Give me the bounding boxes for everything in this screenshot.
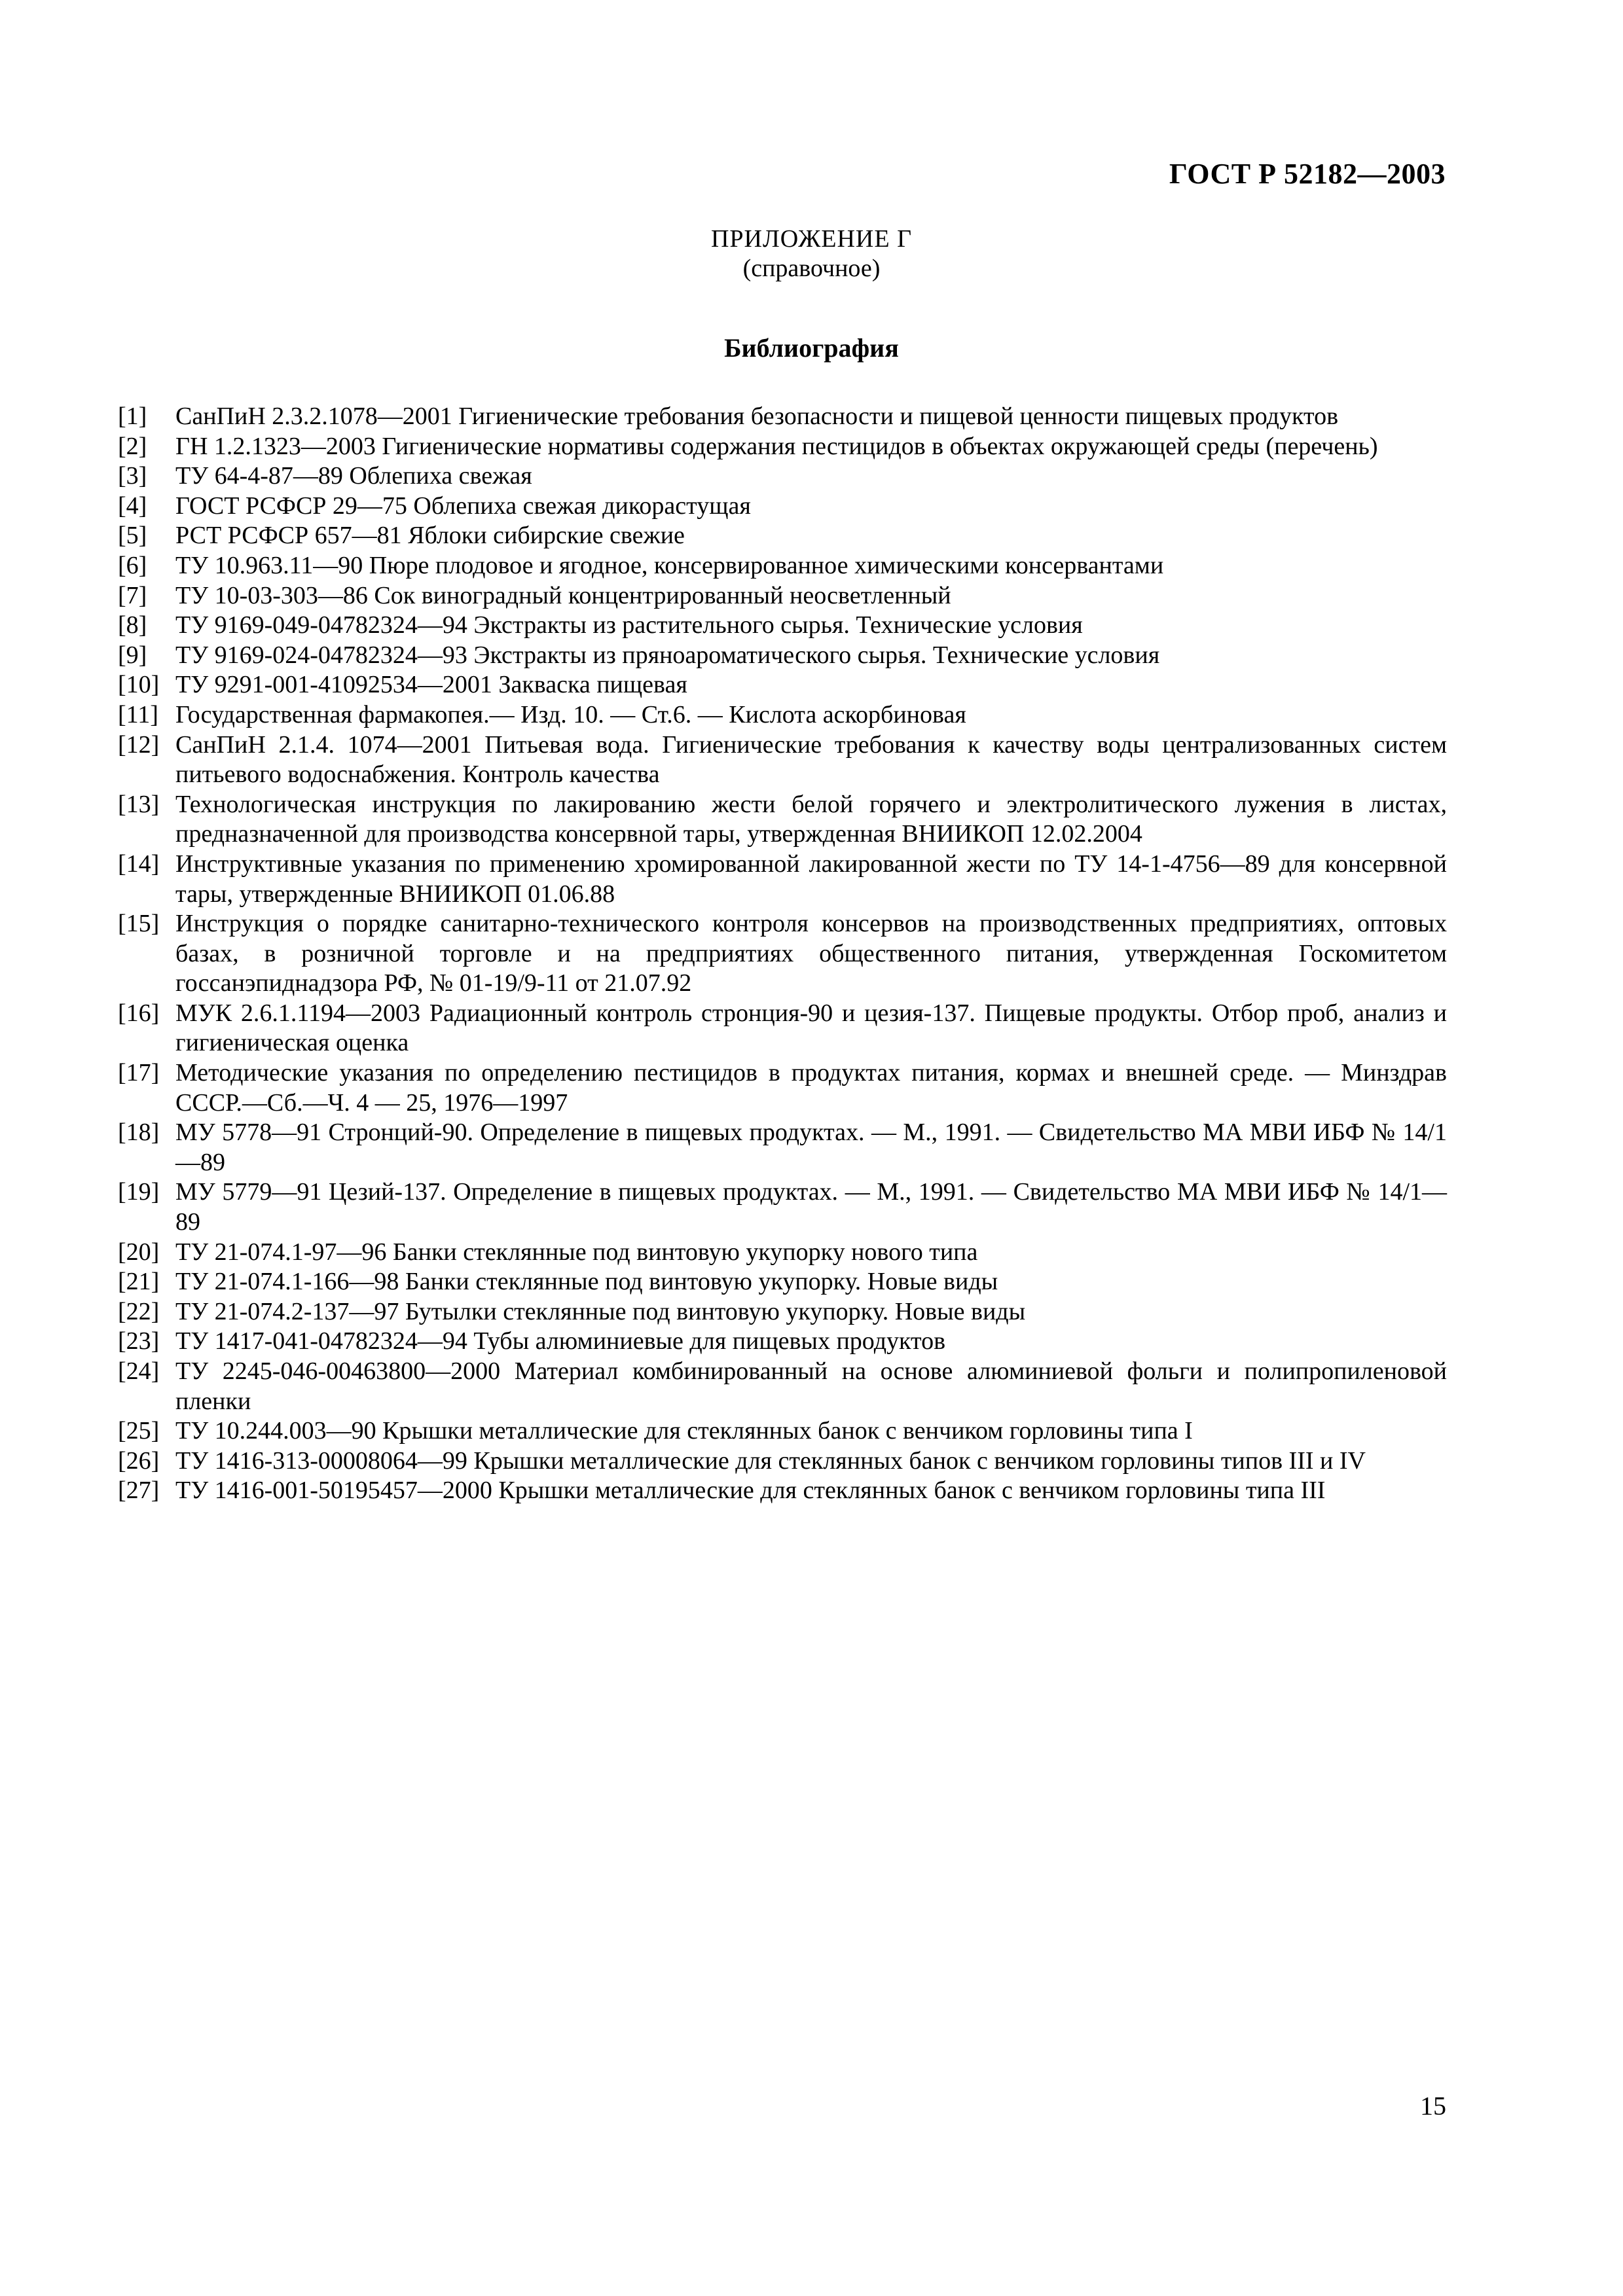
bibliography-item-number: [6] (118, 551, 147, 579)
bibliography-item-text: Технологическая инструкция по лакированию жести белой горячего и электролитического лужения в листах, предназначенной для производства консервной тары, утвержденная ВНИИКОП 12.02.2004 (175, 790, 1447, 848)
bibliography-item-text: ТУ 21-074.2-137—97 Бутылки стеклянные под винтовую укупорку. Новые виды (175, 1297, 1026, 1325)
bibliography-item-text: СанПиН 2.1.4. 1074—2001 Питьевая вода. Гигиенические требования к качеству воды централизованных систем питьевого водоснабжения. Контроль качества (175, 730, 1447, 789)
bibliography-item-text: ТУ 64-4-87—89 Облепиха свежая (175, 462, 532, 490)
bibliography-item-number: [21] (118, 1268, 160, 1296)
bibliography-item-text: Инструктивные указания по применению хромированной лакированной жести по ТУ 14-1-4756—89 для консервной тары, утвержденные ВНИИКОП 01.06.88 (175, 850, 1447, 908)
bibliography-item-text: МУК 2.6.1.1194—2003 Радиационный контроль стронция-90 и цезия-137. Пищевые продукты. Отбор проб, анализ и гигиеническая оценка (175, 999, 1447, 1057)
bibliography-item-text: ТУ 9291-001-41092534—2001 Закваска пищевая (175, 671, 687, 699)
bibliography-item-number: [14] (118, 850, 160, 878)
bibliography-item-text: МУ 5778—91 Стронций-90. Определение в пищевых продуктах. — М., 1991. — Свидетельство МА МВИ ИБФ № 14/1—89 (175, 1119, 1447, 1176)
bibliography-item-number: [24] (118, 1357, 160, 1385)
bibliography-item-text: ТУ 1417-041-04782324—94 Тубы алюминиевые для пищевых продуктов (175, 1327, 946, 1355)
bibliography-item-number: [2] (118, 432, 147, 460)
bibliography-item (118, 1238, 1447, 1268)
bibliography-list (118, 402, 1447, 1506)
bibliography-item (118, 1327, 1447, 1357)
bibliography-item-text: ТУ 9169-024-04782324—93 Экстракты из пряноароматического сырья. Технические условия (175, 641, 1160, 669)
bibliography-item-text: ТУ 10.244.003—90 Крышки металлические для стеклянных банок с венчиком горловины типа I (175, 1417, 1193, 1445)
bibliography-item (118, 641, 1447, 671)
bibliography-item-number: [5] (118, 522, 147, 550)
bibliography-item-number: [12] (118, 730, 160, 759)
bibliography-item (118, 581, 1447, 611)
bibliography-item-number: [8] (118, 611, 147, 639)
bibliography-item-number: [17] (118, 1059, 160, 1087)
bibliography-item-text: ТУ 9169-049-04782324—94 Экстракты из растительного сырья. Технические условия (175, 611, 1083, 639)
bibliography-item (118, 999, 1447, 1058)
bibliography-item (118, 670, 1447, 700)
bibliography-item-text: РСТ РСФСР 657—81 Яблоки сибирские свежие (175, 522, 685, 550)
bibliography-item-number: [15] (118, 910, 160, 938)
bibliography-item-text: СанПиН 2.3.2.1078—2001 Гигиенические требования безопасности и пищевой ценности пищевых продуктов (175, 403, 1339, 430)
bibliography-item (118, 1177, 1447, 1237)
document-code: ГОСТ Р 52182—2003 (1169, 158, 1446, 190)
bibliography-item-text: Государственная фармакопея.— Изд. 10. — Ст.6. — Кислота аскорбиновая (175, 700, 966, 728)
bibliography-item-text: ТУ 2245-046-00463800—2000 Материал комбинированный на основе алюминиевой фольги и полипропиленовой пленки (175, 1357, 1447, 1415)
bibliography-item-number: [25] (118, 1417, 160, 1445)
bibliography-item (118, 1297, 1447, 1327)
bibliography-item-number: [16] (118, 999, 160, 1027)
bibliography-item (118, 1476, 1447, 1506)
bibliography-item (118, 730, 1447, 790)
bibliography-item-number: [26] (118, 1446, 160, 1475)
bibliography-item-text: ТУ 21-074.1-166—98 Банки стеклянные под винтовую укупорку. Новые виды (175, 1268, 998, 1296)
bibliography-item (118, 551, 1447, 581)
bibliography-item (118, 850, 1447, 909)
bibliography-item-number: [13] (118, 790, 160, 818)
bibliography-item-text: ТУ 1416-313-00008064—99 Крышки металлические для стеклянных банок с венчиком горловины типов III и IV (175, 1446, 1366, 1475)
annex-subtitle: (справочное) (742, 255, 881, 282)
annex-heading (0, 224, 1623, 283)
bibliography-item-number: [4] (118, 492, 147, 520)
bibliography-item-text: ТУ 21-074.1-97—96 Банки стеклянные под винтовую укупорку нового типа (175, 1238, 978, 1266)
bibliography-item-number: [3] (118, 462, 147, 490)
bibliography-item (118, 1416, 1447, 1446)
bibliography-item (118, 492, 1447, 522)
bibliography-item-number: [10] (118, 671, 160, 699)
bibliography-item-number: [27] (118, 1477, 160, 1505)
bibliography-item-text: Методические указания по определению пестицидов в продуктах питания, кормах и внешней среде. — Минздрав СССР.—Сб.—Ч. 4 — 25, 1976—1997 (175, 1059, 1447, 1117)
bibliography-item-number: [20] (118, 1238, 160, 1266)
page-number: 15 (1420, 2091, 1446, 2121)
bibliography-item (118, 432, 1447, 462)
bibliography-item-number: [22] (118, 1297, 160, 1325)
bibliography-item-text: ТУ 10-03-303—86 Сок виноградный концентрированный неосветленный (175, 581, 951, 609)
bibliography-item (118, 1446, 1447, 1477)
bibliography-item (118, 1118, 1447, 1177)
bibliography-item (118, 521, 1447, 551)
bibliography-title: Библиография (724, 333, 899, 363)
bibliography-item-number: [7] (118, 581, 147, 609)
bibliography-item (118, 461, 1447, 492)
bibliography-item-number: [19] (118, 1178, 160, 1206)
bibliography-item-text: МУ 5779—91 Цезий-137. Определение в пищевых продуктах. — М., 1991. — Свидетельство МА МВИ ИБФ № 14/1—89 (175, 1178, 1447, 1236)
bibliography-item (118, 1058, 1447, 1118)
bibliography-item-text: ТУ 10.963.11—90 Пюре плодовое и ягодное, консервированное химическими консервантами (175, 551, 1164, 579)
bibliography-item (118, 790, 1447, 850)
bibliography-item-number: [1] (118, 403, 147, 430)
bibliography-item-text: ГОСТ РСФСР 29—75 Облепиха свежая дикорастущая (175, 492, 751, 520)
bibliography-item (118, 1357, 1447, 1416)
bibliography-item-number: [9] (118, 641, 147, 669)
annex-title: ПРИЛОЖЕНИЕ Г (710, 225, 913, 253)
bibliography-item (118, 611, 1447, 641)
bibliography-item (118, 402, 1447, 432)
bibliography-item-number: [11] (118, 700, 158, 728)
bibliography-item-number: [18] (118, 1119, 160, 1147)
bibliography-item-number: [23] (118, 1327, 160, 1355)
bibliography-item-text: Инструкция о порядке санитарно-технического контроля консервов на производственных предприятиях, оптовых базах, в розничной торговле и на предприятиях общественного питания, утвержденная Госкомитетом госсанэпиднадзора РФ, № 01-19/9-11 от 21.07.92 (175, 910, 1447, 997)
bibliography-item-text: ГН 1.2.1323—2003 Гигиенические нормативы содержания пестицидов в объектах окружающей среды (перечень) (175, 432, 1378, 460)
bibliography-item (118, 700, 1447, 730)
bibliography-item-text: ТУ 1416-001-50195457—2000 Крышки металлические для стеклянных банок с венчиком горловины типа III (175, 1477, 1326, 1505)
bibliography-item (118, 909, 1447, 999)
bibliography-item (118, 1267, 1447, 1297)
